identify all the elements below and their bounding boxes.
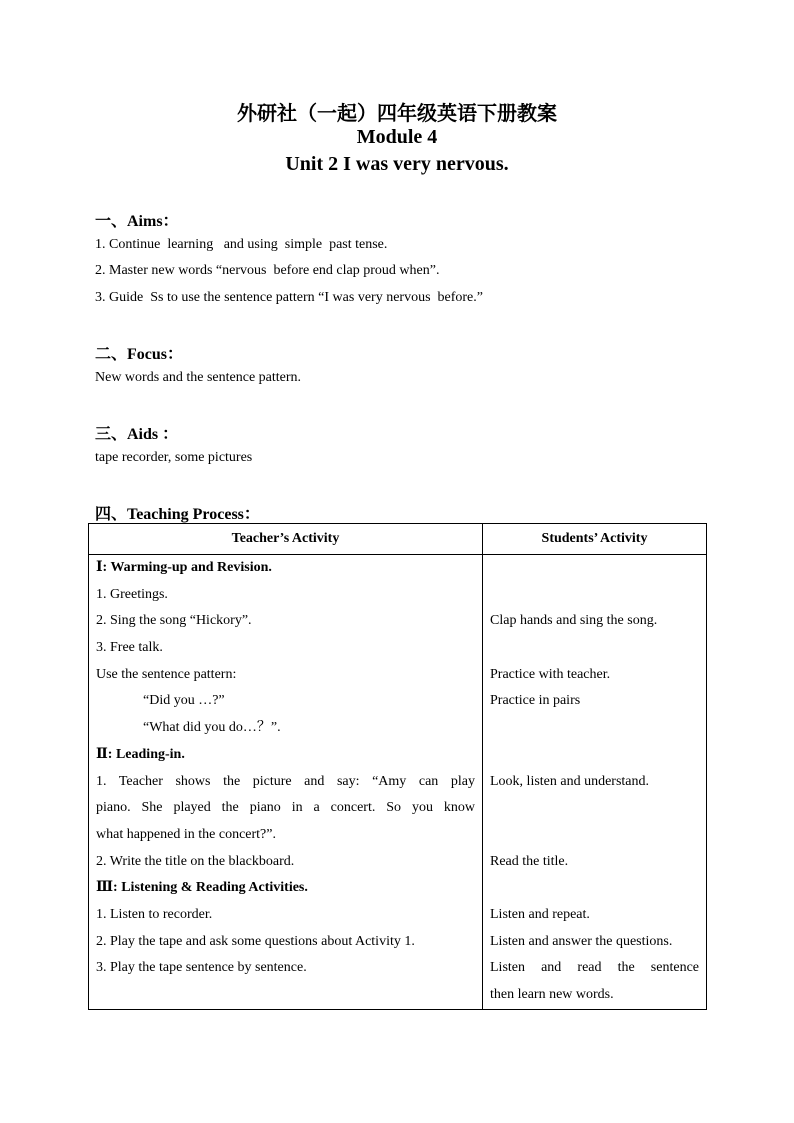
student-line	[490, 875, 699, 902]
student-line: Listen and repeat.	[490, 906, 590, 922]
table-header-row	[89, 524, 707, 555]
teacher-line: “What did you do…？”.	[143, 720, 281, 736]
aids-text: tape recorder, some pictures	[95, 450, 253, 465]
teaching-process-table	[88, 523, 707, 1010]
focus-text: New words and the sentence pattern.	[95, 370, 302, 385]
student-line	[490, 742, 699, 769]
teacher-line: 3. Free talk.	[96, 640, 163, 656]
student-line: Practice in pairs	[490, 693, 581, 709]
teacher-line: 1. Teacher shows the picture and say: “Amy can play	[96, 773, 475, 789]
teacher-line: 2. Sing the song “Hickory”.	[96, 613, 252, 629]
teacher-activity-cell	[89, 555, 483, 1010]
student-line	[490, 555, 699, 582]
focus-heading: 二、Focus：	[95, 346, 184, 363]
student-line: Look, listen and understand.	[490, 773, 650, 789]
teacher-line: 2. Write the title on the blackboard.	[96, 853, 295, 869]
aims-item: 2. Master new words “nervous before end clap proud when”.	[95, 263, 440, 278]
aims-item: 1. Continue learning and using simple past tense.	[95, 237, 388, 252]
stage-heading: Ⅲ: Listening & Reading Activities.	[96, 880, 308, 896]
student-line	[490, 822, 699, 849]
student-line: Read the title.	[490, 853, 569, 869]
aims-item: 3. Guide Ss to use the sentence pattern “I was very nervous before.”	[95, 290, 483, 305]
stage-heading: Ⅱ: Leading-in.	[96, 746, 185, 762]
table-row	[89, 555, 707, 1010]
student-line	[490, 635, 699, 662]
students-activity-cell	[483, 555, 707, 1010]
module-title: Module 4	[356, 126, 438, 148]
teacher-activity-header: Teacher’s Activity	[89, 524, 483, 555]
teacher-line: 1. Listen to recorder.	[96, 906, 213, 922]
student-line: Listen and answer the questions.	[490, 933, 673, 949]
stage-heading: Ⅰ: Warming-up and Revision.	[96, 560, 272, 575]
student-line: Listen and read the sentence	[490, 960, 699, 976]
student-line	[490, 715, 699, 742]
teacher-line: “Did you …?”	[143, 693, 225, 709]
student-line: then learn new words.	[490, 987, 614, 1002]
unit-title: Unit 2 I was very nervous.	[285, 153, 509, 175]
teacher-line: 1. Greetings.	[96, 586, 168, 602]
teacher-line: Use the sentence pattern:	[96, 666, 237, 682]
teacher-line: piano. She played the piano in a concert. So you know	[96, 800, 475, 816]
teacher-line: 3. Play the tape sentence by sentence.	[96, 960, 307, 976]
student-line	[490, 582, 699, 609]
teacher-line: what happened in the concert?”.	[96, 826, 276, 842]
student-line: Practice with teacher.	[490, 666, 611, 682]
students-activity-header: Students’ Activity	[483, 524, 707, 555]
aims-heading: 一、Aims：	[95, 213, 179, 230]
student-line: Clap hands and sing the song.	[490, 613, 658, 629]
document-title: 外研社（一起）四年级英语下册教案	[237, 103, 557, 125]
student-line	[490, 795, 699, 822]
teaching-process-heading: 四、Teaching Process：	[95, 506, 260, 523]
teacher-line: 2. Play the tape and ask some questions about Activity 1.	[96, 933, 415, 949]
aids-heading: 三、Aids ：	[95, 426, 179, 443]
